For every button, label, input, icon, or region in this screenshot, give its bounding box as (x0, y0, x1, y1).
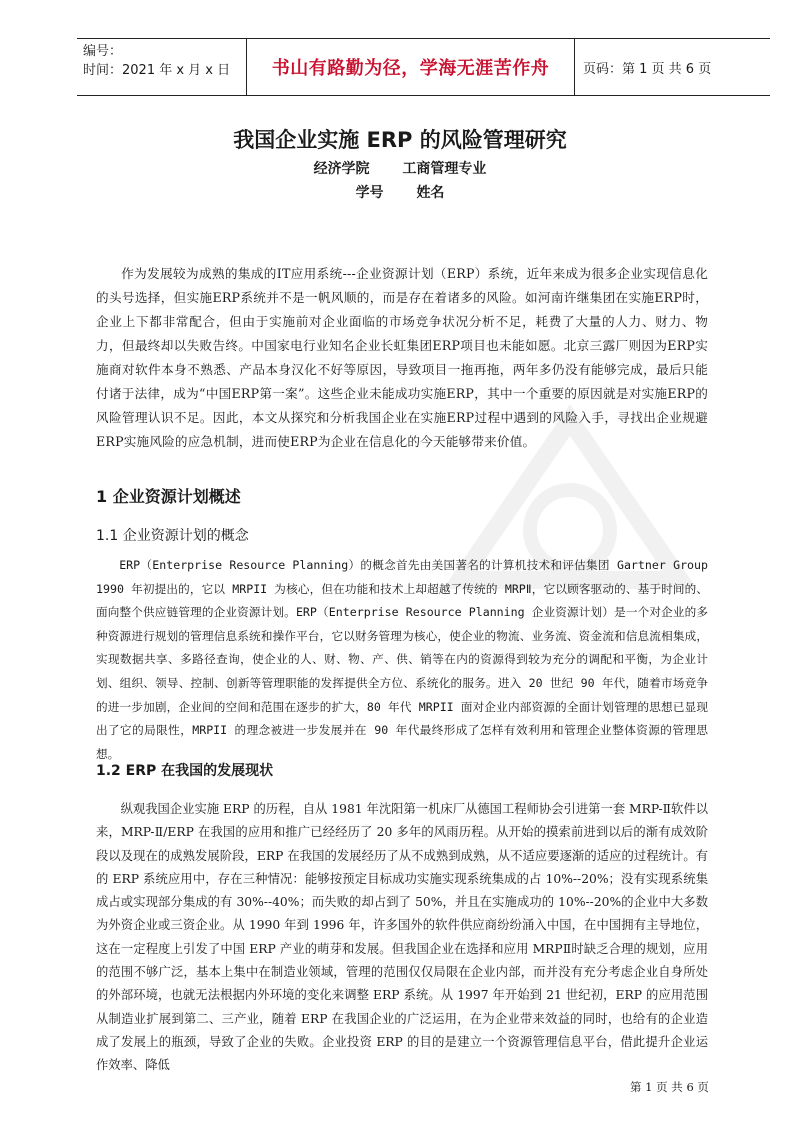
student-id-label: 学号 (355, 185, 384, 201)
time-label: 时间：2021 年 x 月 x 日 (83, 63, 231, 78)
section-1-2-heading: 1.2 ERP 在我国的发展现状 (96, 763, 274, 779)
number-label: 编号： (83, 44, 123, 59)
author-line (0, 182, 800, 202)
major: 工商管理专业 (402, 161, 487, 177)
abstract-paragraph: 作为发展较为成熟的集成的IT应用系统---企业资源计划（ERP）系统，近年来成为很多企业实现信息化的头号选择，但实施ERP系统并不是一帆风顺的，而是存在着诸多的风险。如河南许继集团在实施ERP时，企业上下都非常配合，但由于实施前对企业面临的市场竞争状况分析不足，耗费了大量的人力、财力、物力，但最终却以失败告终。中国家电行业知名企业长虹集团ERP项目也未能如愿。北京三露厂则因为ERP实施商对软件本身不熟悉、产品本身汉化不好等原因，导致项目一拖再拖，两年多仍没有能够完成，最后只能付诸于法律，成为“中国ERP第一案”。这些企业未能成功实施ERP，其中一个重要的原因就是对实施ERP的风险管理认识不足。因此，本文从探究和分析我国企业在实施ERP过程中遇到的风险入手，寻找出企业规避ERP实施风险的应急机制，进而使ERP为企业在信息化的今天能够带来价值。 (96, 266, 708, 449)
affiliation-line (0, 158, 800, 178)
section-1-heading: 1 企业资源计划概述 (96, 487, 241, 506)
header-page-info: 页码：第 1 页 共 6 页 (583, 61, 712, 77)
college: 经济学院 (313, 161, 370, 177)
document-title: 我国企业实施 ERP 的风险管理研究 (233, 128, 567, 152)
section-1-1-heading: 1.1 企业资源计划的概念 (96, 528, 249, 544)
header-motto: 书山有路勤为径，学海无涯苦作舟 (246, 39, 575, 95)
name-label: 姓名 (416, 185, 445, 201)
page-footer: 第 1 页 共 6 页 (630, 1080, 709, 1094)
section-1-2-paragraph: 纵观我国企业实施 ERP 的历程，自从 1981 年沈阳第一机床厂从德国工程师协会引进第一套 MRP-Ⅱ软件以来，MRP-Ⅱ/ERP 在我国的应用和推广已经经历了 20 多年的风雨历程。从开始的摸索前进到以后的渐有成效阶段以及现在的成熟发展阶段，ERP 在我国的发展经历了从不成熟到成熟，从不适应要逐渐的适应的过程统计。有的 ERP 系统应用中，存在三种情况：能够按预定目标成功实施实现系统集成的占 10%--20%；没有实现系统集成占或实现部分集成的有 30%--40%；而失败的却占到了 50%，并且在实施成功的 10%--20%的企业中大多数为外资企业或三资企业。从 1990 年到 1996 年，许多国外的软件供应商纷纷涌入中国，在中国拥有主导地位，这在一定程度上引发了中国 ERP 产业的萌芽和发展。但我国企业在选择和应用 MRPⅡ时缺乏合理的规划，应用的范围不够广泛，基本上集中在制造业领域，管理的范围仅仅局限在企业内部，而并没有充分考虑企业自身所处的外部环境，也就无法根据内外环境的变化来调整 ERP 系统。从 1997 年开始到 21 世纪初，ERP 的应用范围从制造业扩展到第二、三产业，随着 ERP 在我国企业的广泛运用，在为企业带来效益的同时，也给有的企业造成了发展上的瓶颈，导致了企业的失败。企业投资 ERP 的目的是建立一个资源管理信息平台，借此提升企业运作效率、降低 (96, 802, 708, 1073)
header-meta (77, 39, 246, 95)
section-1-1-paragraph: ERP（Enterprise Resource Planning）的概念首先由美国著名的计算机技术和评估集团 Gartner Group 1990 年初提出的，它以 MRPII 为核心，但在功能和技术上却超越了传统的 MRPⅡ，它以顾客驱动的、基于时间的、面向整个供应链管理的企业资源计划。ERP（Enterprise Resource Planning 企业资源计划）是一个对企业的多种资源进行规划的管理信息系统和操作平台，它以财务管理为核心，使企业的物流、业务流、资金流和信息流相集成，实现数据共享、多路径查询，使企业的人、财、物、产、供、销等在内的资源得到较为充分的调配和平衡，为企业计划、组织、领导、控制、创新等管理职能的发挥提供全方位、系统化的服务。进入 20 世纪 90 年代，随着市场竞争的进一步加剧，企业间的空间和范围在逐步的扩大，80 年代 MRPII 面对企业内部资源的全面计划管理的思想已显现出了它的局限性，MRPII 的理念被进一步发展并在 90 年代最终形成了怎样有效利用和管理企业整体资源的管理思想。 (96, 558, 708, 761)
page-header (77, 38, 770, 96)
